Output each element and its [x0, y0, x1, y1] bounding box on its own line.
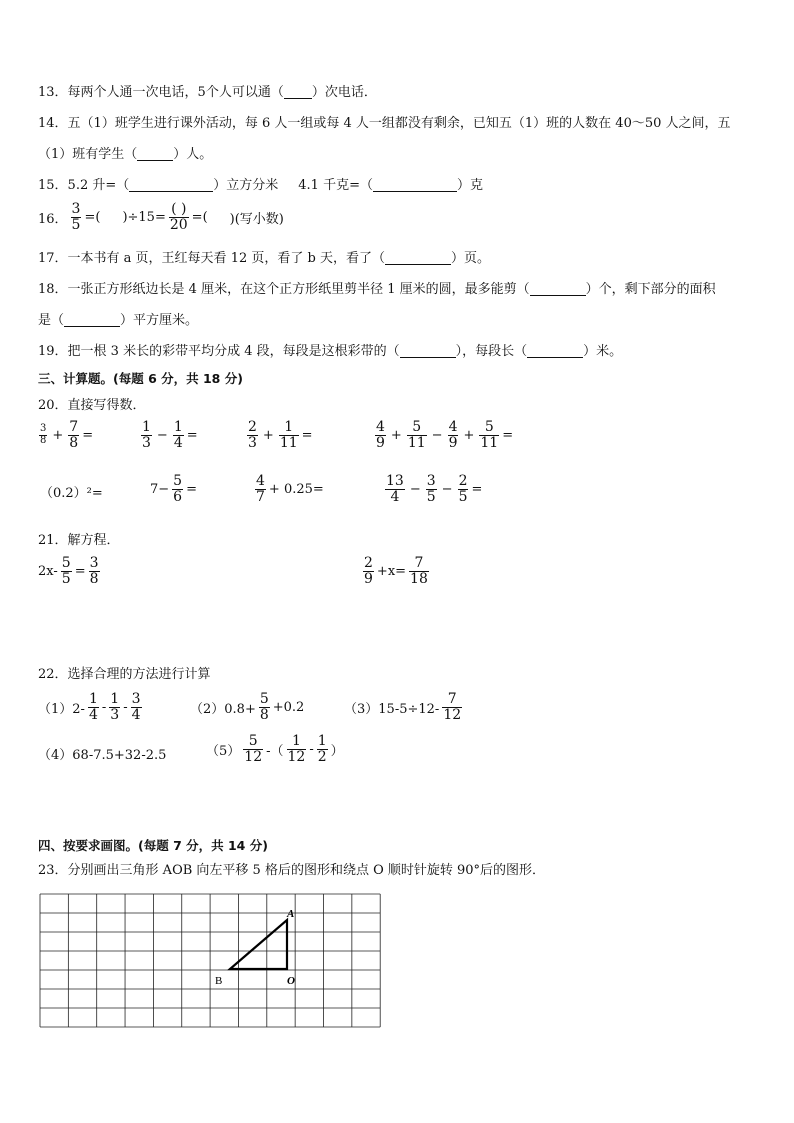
- math-text: 2x-: [38, 563, 58, 579]
- calc-expression: [150, 474, 197, 504]
- fraction: $\frac{5}{11}$: [480, 419, 499, 451]
- operator: -: [101, 699, 107, 715]
- fraction: $\frac{2}{5}$: [458, 473, 468, 505]
- fraction: $\frac{7}{12}$: [443, 691, 462, 723]
- operator: -（: [266, 743, 284, 759]
- math-text: )÷15=: [122, 209, 166, 225]
- operator: -: [309, 741, 314, 757]
- calc-expression: [38, 420, 93, 450]
- section-heading-drawing: 四、按要求画图。(每题 7 分，共 14 分): [38, 838, 268, 853]
- question-text: 是（: [38, 313, 65, 328]
- operator: −: [441, 481, 453, 497]
- question-text: ）个，剩下部分的面积: [585, 282, 716, 297]
- fraction: $\frac{13}{4}$: [386, 473, 404, 505]
- math-text: （4）68-7.5+32-2.5: [38, 748, 167, 763]
- question-number: 16．: [38, 211, 68, 227]
- operator: +: [262, 427, 274, 443]
- fraction: $\frac{5}{5}$: [61, 555, 71, 587]
- question-22-title: 22．选择合理的方法进行计算: [38, 667, 211, 682]
- grid-lines: [40, 894, 380, 1027]
- math-text: +x=: [376, 563, 407, 579]
- math-text: （2）0.8+: [190, 701, 256, 717]
- equation: [38, 556, 101, 586]
- fraction: $\frac{4}{7}$: [256, 473, 265, 505]
- fraction: $\frac{( )}{20}$: [169, 201, 188, 233]
- fraction: $\frac{1}{4}$: [173, 419, 183, 451]
- answer-blank[interactable]: [129, 177, 213, 192]
- question-text: 把一根 3 米长的彩带平均分成 4 段，每段是这根彩带的（: [67, 344, 400, 359]
- calc-problem: [190, 692, 304, 722]
- operator: −: [431, 427, 443, 443]
- fraction: $\frac{3}{8}$: [89, 555, 99, 587]
- question-text: 5.2 升=（: [67, 178, 130, 193]
- fraction: $\frac{5}{12}$: [244, 733, 263, 765]
- fraction: $\frac{2}{3}$: [248, 419, 257, 451]
- fraction: $\frac{4}{9}$: [376, 419, 385, 451]
- question-text: 一张正方形纸边长是 4 厘米，在这个正方形纸里剪半径 1 厘米的圆，最多能剪（: [67, 282, 530, 297]
- calc-expression: [40, 482, 103, 501]
- math-text: )(写小数): [229, 211, 284, 227]
- operator: +: [463, 427, 475, 443]
- fraction: $\frac{1}{12}$: [287, 733, 306, 765]
- question-number: 14．: [38, 116, 68, 131]
- operator: −: [156, 427, 168, 443]
- calc-problem: [38, 692, 143, 722]
- question-text: 4.1 千克=（: [298, 178, 373, 193]
- calc-expression: [140, 420, 198, 450]
- question-text: 五（1）班学生进行课外活动，每 6 人一组或每 4 人一组都没有剩余，已知五（1）班的人数在 40～50 人之间，五: [67, 116, 731, 131]
- question-text: ）人。: [173, 147, 213, 162]
- math-text: +0.2: [272, 699, 305, 715]
- equation: [362, 556, 430, 586]
- fraction: $\frac{1}{2}$: [317, 733, 327, 765]
- question-18-line2: [38, 312, 198, 330]
- operator: +: [52, 427, 64, 443]
- fraction: $\frac{7}{8}$: [69, 419, 79, 451]
- question-15: [38, 177, 483, 195]
- equals: =: [186, 427, 198, 443]
- math-text: ）: [330, 743, 344, 759]
- equals: =: [82, 427, 94, 443]
- question-text: ）米。: [583, 344, 623, 359]
- fraction: $\frac{5}{6}$: [173, 473, 183, 505]
- question-14-line2: [38, 146, 212, 164]
- question-number: 18．: [38, 282, 68, 297]
- question-13: [38, 84, 377, 102]
- calc-problem: [38, 744, 166, 763]
- question-text: ）次电话．: [311, 85, 377, 100]
- equals: =: [186, 481, 197, 497]
- fraction: $\frac{3}{5}$: [426, 473, 436, 505]
- fraction: $\frac{3}{4}$: [131, 691, 141, 723]
- question-18: [38, 281, 716, 299]
- operator: +: [390, 427, 402, 443]
- fraction: $\frac{3}{8}$: [40, 423, 47, 446]
- fraction: $\frac{1}{4}$: [88, 691, 98, 723]
- math-text: （1）2-: [38, 701, 85, 717]
- fraction: $\frac{1}{3}$: [142, 419, 151, 451]
- question-23: 23．分别画出三角形 AOB 向左平移 5 格后的图形和绕点 O 顺时针旋转 90°后的图形．: [38, 863, 546, 878]
- calc-problem: [344, 692, 463, 722]
- question-text: ）克: [456, 178, 483, 193]
- operator: −: [409, 481, 421, 497]
- calc-expression: [374, 420, 513, 450]
- fraction: $\frac{7}{18}$: [410, 555, 428, 587]
- question-text: （1）班有学生（: [38, 147, 138, 162]
- answer-blank[interactable]: [385, 250, 451, 265]
- question-number: 15．: [38, 178, 68, 193]
- equals: =: [471, 481, 483, 497]
- answer-blank[interactable]: [530, 281, 586, 296]
- question-text: 一本书有 a 页，王红每天看 12 页，看了 b 天，看了（: [67, 251, 385, 266]
- calc-expression: [246, 420, 313, 450]
- fraction: $\frac{5}{8}$: [259, 691, 269, 723]
- question-20-title: 20．直接写得数．: [38, 398, 146, 413]
- question-text: ）立方分米: [213, 178, 279, 193]
- math-text: =(: [84, 209, 101, 225]
- question-number: 17．: [38, 251, 68, 266]
- math-text: （5）: [206, 743, 241, 759]
- question-number: 13．: [38, 85, 68, 100]
- fraction: $\frac{1}{11}$: [279, 419, 298, 451]
- calc-expression: [254, 474, 324, 504]
- question-text: 每两个人通一次电话，5个人可以通（: [67, 85, 284, 100]
- question-text: ），每段长（: [455, 344, 528, 359]
- answer-blank[interactable]: [64, 312, 120, 327]
- equals: =: [301, 427, 313, 443]
- label-b: B: [215, 975, 223, 987]
- label-o: O: [287, 975, 295, 987]
- question-text: ）平方厘米。: [120, 313, 199, 328]
- question-number: 19．: [38, 344, 68, 359]
- equals: =: [74, 563, 86, 579]
- answer-blank[interactable]: [284, 84, 312, 99]
- answer-blank[interactable]: [527, 343, 583, 358]
- question-21-title: 21．解方程．: [38, 533, 120, 548]
- calc-problem: [206, 734, 344, 764]
- math-text: =(: [191, 209, 208, 225]
- math-text: + 0.25=: [268, 481, 324, 497]
- question-text: ）页。: [450, 251, 490, 266]
- question-17: [38, 250, 490, 268]
- question-14: [38, 115, 731, 133]
- fraction: $\frac{4}{9}$: [448, 419, 458, 451]
- fraction: $\frac{3}{5}$: [71, 201, 81, 233]
- label-a: A: [287, 908, 295, 920]
- operator: -: [123, 699, 128, 715]
- fraction: $\frac{1}{3}$: [110, 691, 120, 723]
- math-text: 7−: [150, 481, 170, 497]
- calc-expression: [384, 474, 482, 504]
- section-heading-calculation: 三、计算题。(每题 6 分，共 18 分): [38, 371, 243, 386]
- question-19: [38, 343, 622, 361]
- fraction: $\frac{5}{11}$: [407, 419, 426, 451]
- grid-figure: [38, 892, 384, 1030]
- math-text: （3）15-5÷12-: [344, 701, 440, 717]
- question-16: [38, 202, 284, 232]
- math-text: （0.2）²=: [40, 486, 103, 501]
- answer-blank[interactable]: [400, 343, 456, 358]
- equals: =: [502, 427, 514, 443]
- fraction: $\frac{2}{9}$: [364, 555, 373, 587]
- answer-blank[interactable]: [373, 177, 457, 192]
- answer-blank[interactable]: [137, 146, 173, 161]
